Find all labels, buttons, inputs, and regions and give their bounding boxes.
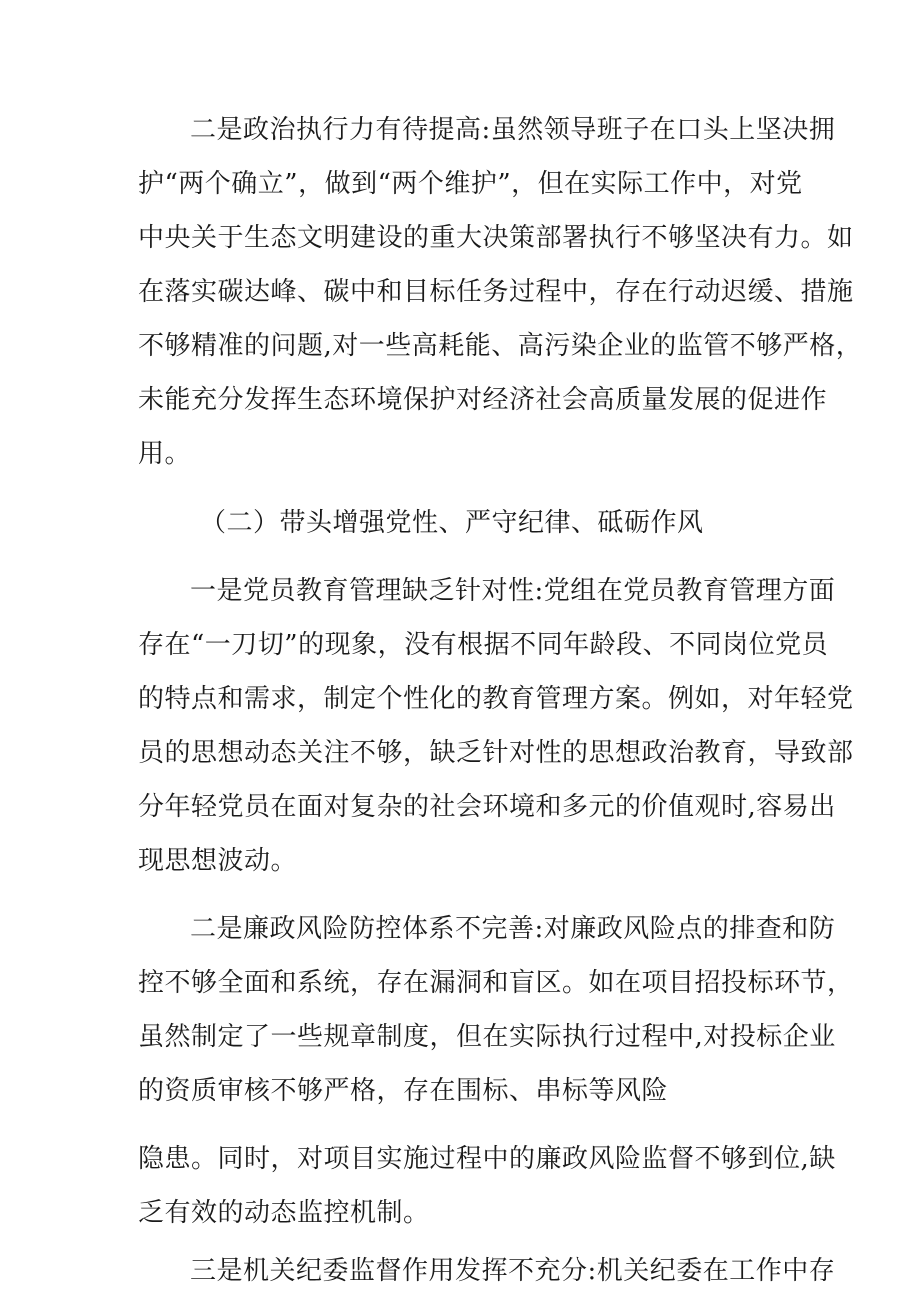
paragraph-2-line-2: 存在“一刀切”的现象，没有根据不同年龄段、不同岗位党员	[138, 630, 829, 660]
paragraph-2-line-4: 员的思想动态关注不够，缺乏针对性的思想政治教育，导致部	[138, 738, 854, 768]
paragraph-2-line-1: 一是党员教育管理缺乏针对性:党组在党员教育管理方面	[190, 576, 836, 606]
paragraph-3-line-2: 控不够全面和系统，存在漏洞和盲区。如在项目招投标环节，	[138, 968, 854, 998]
paragraph-1-line-3: 中央关于生态文明建设的重大决策部署执行不够坚决有力。如	[138, 223, 854, 253]
paragraph-3-line-1: 二是廉政风险防控体系不完善:对廉政风险点的排查和防	[190, 914, 836, 944]
paragraph-1-line-4: 在落实碳达峰、碳中和目标任务过程中，存在行动迟缓、措施	[138, 277, 854, 307]
paragraph-3-line-4: 的资质审核不够严格，存在围标、串标等风险	[138, 1076, 669, 1106]
paragraph-3-line-3: 虽然制定了一些规章制度，但在实际执行过程中,对投标企业	[138, 1022, 836, 1052]
paragraph-1-line-1: 二是政治执行力有待提高:虽然领导班子在口头上坚决拥	[190, 115, 836, 145]
paragraph-1-line-2: 护“两个确立”，做到“两个维护”，但在实际工作中，对党	[138, 169, 803, 199]
section-heading: （二）带头增强党性、严守纪律、砥砺作风	[200, 508, 704, 538]
paragraph-1-line-7: 用。	[138, 439, 192, 469]
paragraph-1-line-6: 未能充分发挥生态环境保护对经济社会高质量发展的促进作	[138, 385, 828, 415]
paragraph-2-line-5: 分年轻党员在面对复杂的社会环境和多元的价值观时,容易出	[138, 792, 836, 822]
paragraph-5-line-1: 三是机关纪委监督作用发挥不充分:机关纪委在工作中存	[190, 1256, 836, 1286]
paragraph-2-line-6: 现思想波动。	[138, 846, 298, 876]
paragraph-1-line-5: 不够精准的问题,对一些高耗能、高污染企业的监管不够严格，	[138, 331, 863, 361]
paragraph-4-line-2: 乏有效的动态监控机制。	[138, 1198, 430, 1228]
paragraph-4-line-1: 隐患。同时，对项目实施过程中的廉政风险监督不够到位,缺	[138, 1144, 836, 1174]
paragraph-2-line-3: 的特点和需求，制定个性化的教育管理方案。例如，对年轻党	[138, 684, 854, 714]
